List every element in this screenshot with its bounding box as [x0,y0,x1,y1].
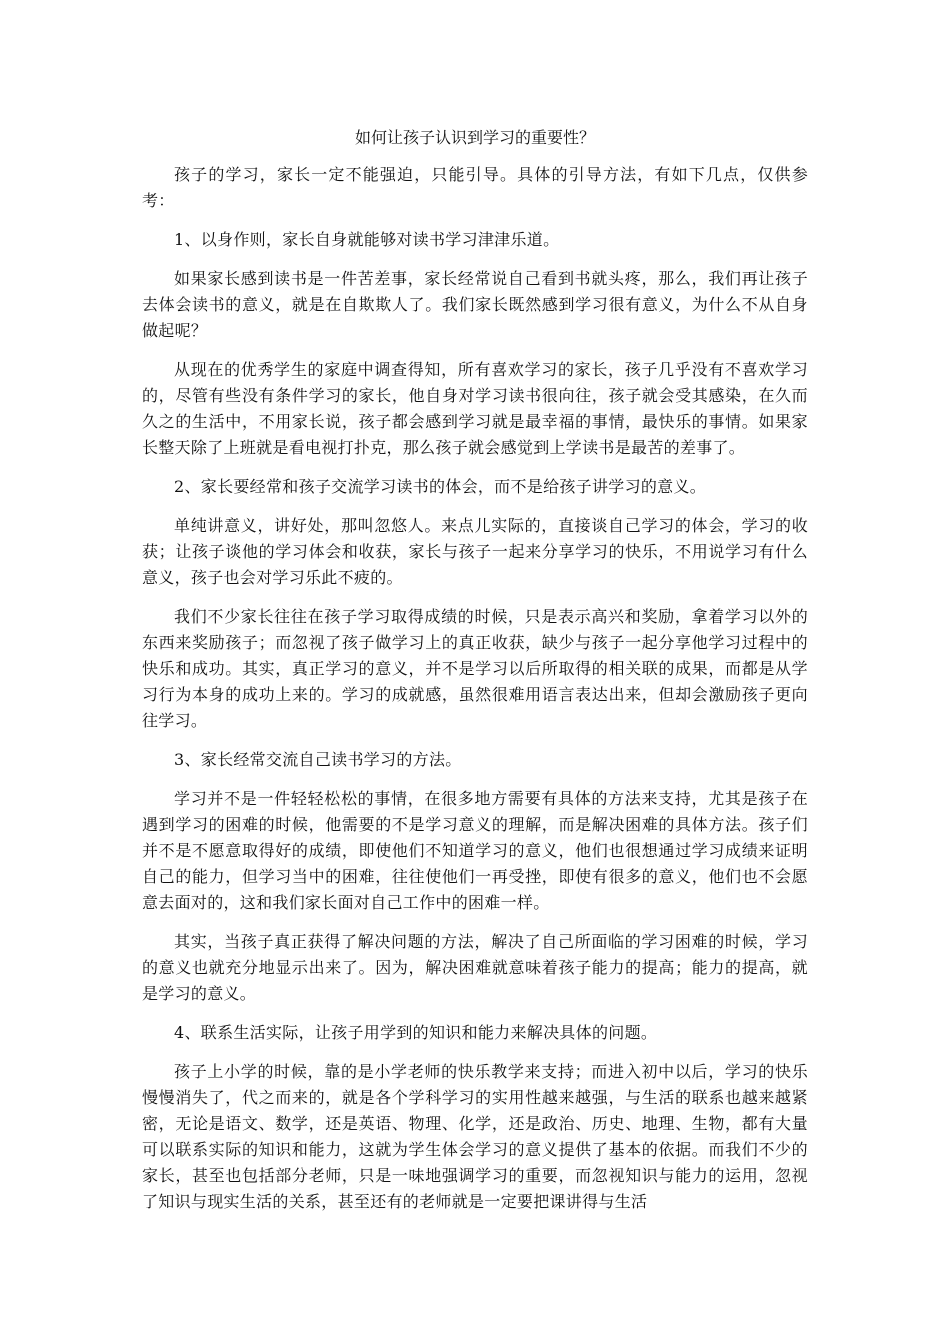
paragraph: 单纯讲意义，讲好处，那叫忽悠人。来点儿实际的，直接谈自己学习的体会，学习的收获；让孩子谈他的学习体会和收获，家长与孩子一起来分享学习的快乐，不用说学习有什么意义，孩子也会对学习乐此不疲的。 [142,516,808,587]
paragraph: 我们不少家长往往在孩子学习取得成绩的时候，只是表示高兴和奖励，拿着学习以外的东西来奖励孩子；而忽视了孩子做学习上的真正收获，缺少与孩子一起分享他学习过程中的快乐和成功。其实，真正学习的意义，并不是学习以后所取得的相关联的成果，而都是从学习行为本身的成功上来的。学习的成就感，虽然很难用语言表达出来，但却会激励孩子更向往学习。 [142,607,808,730]
paragraph: 孩子上小学的时候，靠的是小学老师的快乐教学来支持；而进入初中以后，学习的快乐慢慢消失了，代之而来的，就是各个学科学习的实用性越来越强，与生活的联系也越来越紧密，无论是语文、数学，还是英语、物理、化学，还是政治、历史、地理、生物，都有大量可以联系实际的知识和能力，这就为学生体会学习的意义提供了基本的依据。而我们不少的家长，甚至也包括部分老师，只是一味地强调学习的重要，而忽视知识与能力的运用，忽视了知识与现实生活的关系，甚至还有的老师就是一定要把课讲得与生活 [142,1062,808,1211]
document-title: 如何让孩子认识到学习的重要性？ [354,128,595,147]
paragraph: 如果家长感到读书是一件苦差事，家长经常说自己看到书就头疼，那么，我们再让孩子去体会读书的意义，就是在自欺欺人了。我们家长既然感到学习很有意义，为什么不从自身做起呢？ [142,269,808,340]
paragraph: 其实，当孩子真正获得了解决问题的方法，解决了自己所面临的学习困难的时候，学习的意义也就充分地显示出来了。因为，解决困难就意味着孩子能力的提高；能力的提高，就是学习的意义。 [142,932,808,1003]
section-heading-3: 3、家长经常交流自己读书学习的方法。 [174,750,462,769]
section-heading-4: 4、联系生活实际，让孩子用学到的知识和能力来解决具体的问题。 [174,1023,658,1042]
document-page [142,128,808,1215]
paragraph: 从现在的优秀学生的家庭中调查得知，所有喜欢学习的家长，孩子几乎没有不喜欢学习的，尽管有些没有条件学习的家长，他自身对学习读书很向往，孩子就会受其感染，在久而久之的生活中，不用家长说，孩子都会感到学习就是最幸福的事情，最快乐的事情。如果家长整天除了上班就是看电视打扑克，那么孩子就会感觉到上学读书是最苦的差事了。 [142,360,808,457]
paragraph-intro: 孩子的学习，家长一定不能强迫，只能引导。具体的引导方法，有如下几点，仅供参考： [142,165,808,210]
section-heading-1: 1、以身作则，家长自身就能够对读书学习津津乐道。 [174,230,560,249]
section-heading-2: 2、家长要经常和孩子交流学习读书的体会，而不是给孩子讲学习的意义。 [174,477,707,496]
paragraph: 学习并不是一件轻轻松松的事情，在很多地方需要有具体的方法来支持，尤其是孩子在遇到学习的困难的时候，他需要的不是学习意义的理解，而是解决困难的具体方法。孩子们并不是不愿意取得好的成绩，即使他们不知道学习的意义，他们也很想通过学习成绩来证明自己的能力，但学习当中的困难，往往使他们一再受挫，即使有很多的意义，他们也不会愿意去面对的，这和我们家长面对自己工作中的困难一样。 [142,789,808,912]
